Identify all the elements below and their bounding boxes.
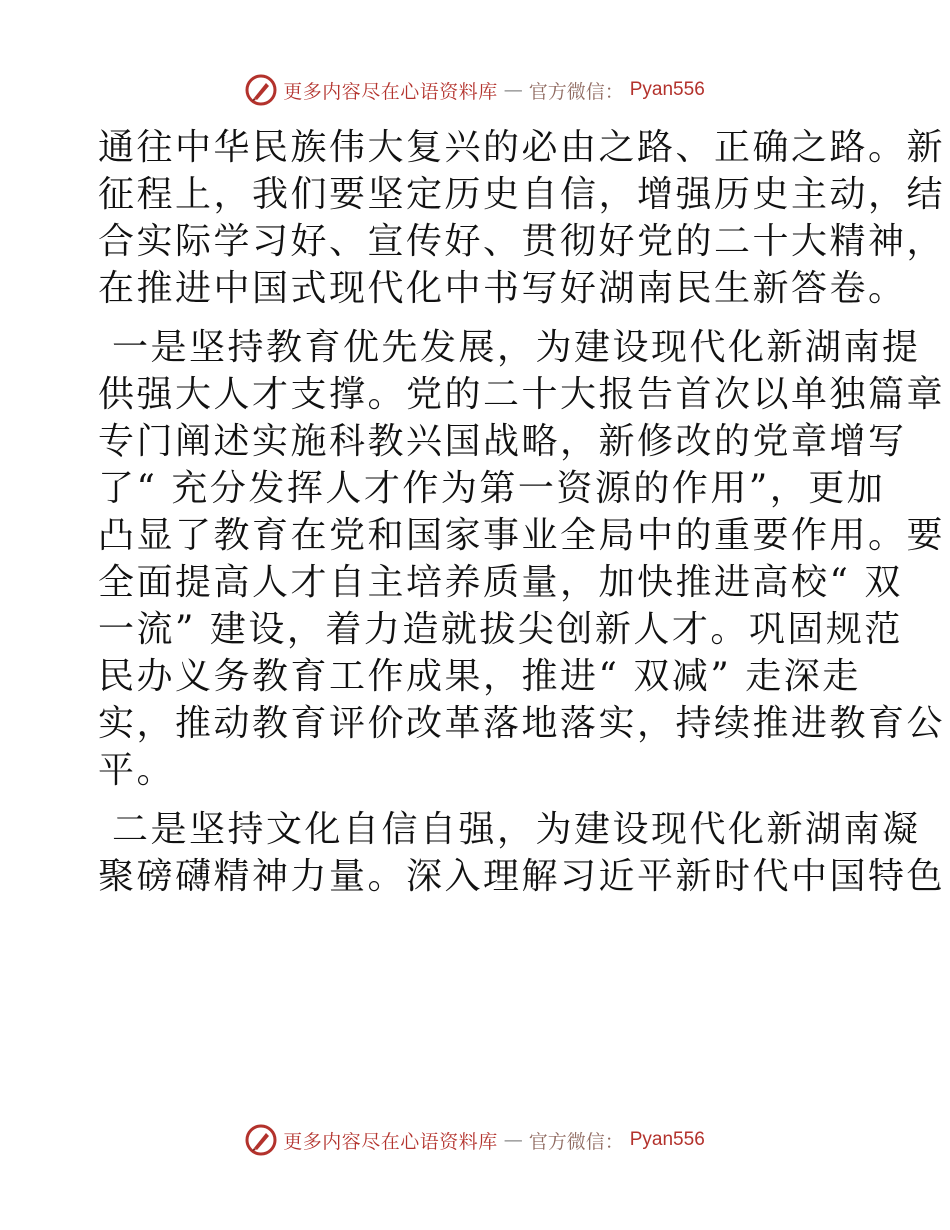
- text-line: 全面提高人才自主培养质量，加快推进高校“ 双: [98, 562, 903, 603]
- watermark-dash: —: [503, 1129, 523, 1151]
- text-line: 了“ 充分发挥人才作为第一资源的作用”，更加: [98, 468, 886, 509]
- watermark-footer: [0, 1120, 950, 1160]
- text-line: 通往中华民族伟大复兴的必由之路、正确之路。新: [98, 127, 946, 168]
- watermark-wechat-id: Pyan556: [629, 79, 705, 100]
- text-line: 凸显了教育在党和国家事业全局中的重要作用。要: [98, 515, 946, 556]
- text-line: 专门阐述实施科教兴国战略，新修改的党章增写: [98, 421, 907, 462]
- watermark-wechat-id: Pyan556: [629, 1129, 705, 1150]
- paragraph: [98, 324, 946, 794]
- watermark-site-text: 更多内容尽在心语资料库: [283, 80, 498, 103]
- paragraph: [98, 806, 946, 900]
- pen-logo-icon: [245, 74, 277, 106]
- text-line: 合实际学习好、宣传好、贯彻好党的二十大精神，: [98, 221, 946, 262]
- text-line: 聚磅礴精神力量。深入理解习近平新时代中国特色: [98, 856, 946, 897]
- text-line: 供强大人才支撑。党的二十大报告首次以单独篇章: [98, 374, 946, 415]
- text-line: 平。: [98, 750, 176, 791]
- text-line: 一是坚持教育优先发展，为建设现代化新湖南提: [98, 327, 921, 368]
- text-line: 在推进中国式现代化中书写好湖南民生新答卷。: [98, 268, 907, 309]
- text-line: 征程上，我们要坚定历史自信，增强历史主动，结: [98, 174, 946, 215]
- text-line: 民办义务教育工作成果，推进“ 双减” 走深走: [98, 656, 861, 697]
- watermark-wechat-label: 官方微信：: [528, 1130, 624, 1153]
- watermark-dash: —: [503, 79, 523, 101]
- watermark-header: [0, 70, 950, 110]
- paragraph: [98, 124, 946, 312]
- pen-logo-icon: [245, 1124, 277, 1156]
- watermark-site-text: 更多内容尽在心语资料库: [283, 1130, 498, 1153]
- text-line: 二是坚持文化自信自强，为建设现代化新湖南凝: [98, 809, 921, 850]
- text-line: 一流” 建设，着力造就拔尖创新人才。巩固规范: [98, 609, 903, 650]
- text-line: 实，推动教育评价改革落地落实，持续推进教育公: [98, 703, 946, 744]
- watermark-wechat-label: 官方微信：: [528, 80, 624, 103]
- document-body: [98, 124, 946, 912]
